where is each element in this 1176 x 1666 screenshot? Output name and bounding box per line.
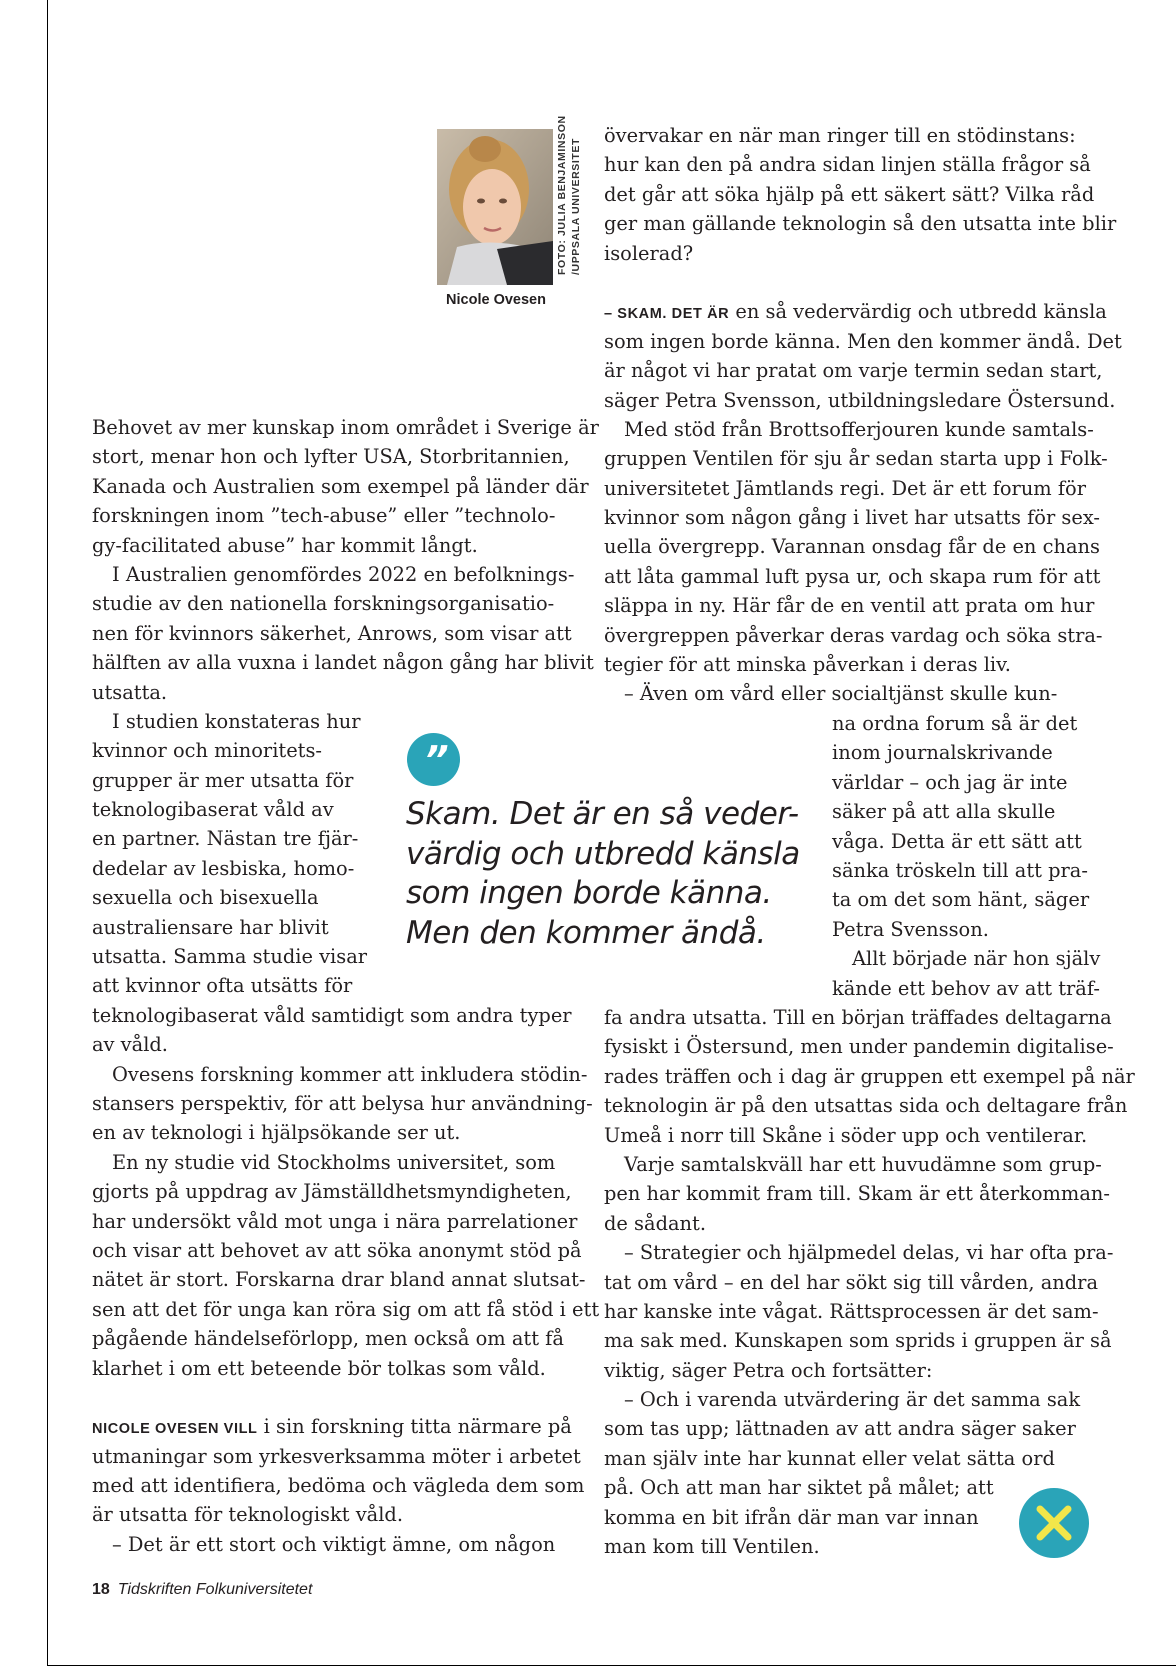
- body-line: forskningen inom ”tech-abuse” eller ”technolo-: [92, 504, 556, 528]
- right-column-top: [604, 121, 1122, 709]
- end-mark-x-icon: [1019, 1488, 1089, 1558]
- body-line: säker på att alla skulle: [832, 800, 1056, 824]
- body-line: stansers perspektiv, för att belysa hur användning-: [92, 1091, 593, 1115]
- body-line: övervakar en när man ringer till en stödinstans:: [604, 124, 1076, 147]
- body-line-rest: en så vedervärdig och utbredd känsla: [729, 300, 1107, 324]
- body-line: utsatta. Samma studie visar: [92, 945, 368, 969]
- body-line: sänka tröskeln till att pra-: [832, 858, 1088, 882]
- body-line: – Även om vård eller socialtjänst skulle kun-: [624, 682, 1058, 706]
- body-line: kände ett behov av att träf-: [832, 976, 1100, 1000]
- pull-quote: [406, 795, 806, 953]
- body-line: Kanada och Australien som exempel på länder där: [92, 474, 589, 498]
- body-line: ma sak med. Kunskapen som sprids i gruppen är så: [604, 1329, 1112, 1353]
- body-line: utsatta.: [92, 680, 168, 704]
- body-line: Allt började när hon själv: [852, 947, 1101, 971]
- page-footer: [92, 1581, 312, 1599]
- body-line: tat om vård – en del har sökt sig till vården, andra: [604, 1270, 1099, 1294]
- body-line: att kvinnor ofta utsätts för: [92, 974, 353, 998]
- right-column-wrap: [832, 709, 1100, 1003]
- body-line: hur kan den på andra sidan linjen ställa frågor så: [604, 153, 1091, 177]
- body-line-rest: i sin forskning titta närmare på: [257, 1415, 572, 1439]
- body-line: man kom till Ventilen.: [604, 1535, 820, 1559]
- body-line: dedelar av lesbiska, homo-: [92, 856, 355, 880]
- body-line: gjorts på uppdrag av Jämställdhetsmyndigheten,: [92, 1180, 572, 1204]
- body-line: av våld.: [92, 1033, 168, 1057]
- body-line: de sådant.: [604, 1211, 706, 1235]
- body-line: gy-facilitated abuse” har kommit långt.: [92, 533, 478, 557]
- body-line: utmaningar som yrkesverksamma möter i arbetet: [92, 1444, 581, 1468]
- body-line: är något vi har pratat om varje termin sedan start,: [604, 359, 1103, 383]
- body-line: och visar att behovet av att söka anonymt stöd på: [92, 1238, 582, 1262]
- photo-credit-line1: FOTO: JULIA BENJAMINSON: [556, 115, 568, 275]
- body-line: pågående händelseförlopp, men också om att få: [92, 1327, 564, 1351]
- body-line: det går att söka hjälp på ett säkert sätt? Vilka råd: [604, 182, 1095, 206]
- body-line: ger man gällande teknologin så den utsatta inte blir: [604, 212, 1117, 236]
- body-line: våga. Detta är ett sätt att: [832, 829, 1082, 853]
- body-line-spacer: [92, 1383, 599, 1412]
- body-line: inom journalskrivande: [832, 741, 1053, 765]
- body-line: I Australien genomfördes 2022 en befolknings-: [112, 562, 575, 586]
- body-line: grupper är mer utsatta för: [92, 768, 354, 792]
- body-line: universitetet Jämtlands regi. Det är ett forum för: [604, 476, 1086, 500]
- body-line: rades träffen och i dag är gruppen ett exempel på när: [604, 1064, 1135, 1088]
- body-line: har kanske inte vågat. Rättsprocessen är det sam-: [604, 1299, 1099, 1323]
- body-line: – Det är ett stort och viktigt ämne, om någon: [112, 1532, 556, 1556]
- body-line: australiensare har blivit: [92, 915, 329, 939]
- body-line: [604, 297, 1122, 326]
- body-line: fa andra utsatta. Till en början träffades deltagarna: [604, 1006, 1112, 1029]
- body-line: studie av den nationella forskningsorganisatio-: [92, 592, 555, 616]
- body-line: na ordna forum så är det: [832, 712, 1078, 735]
- body-line: teknologibaserat våld samtidigt som andra typer: [92, 1003, 572, 1027]
- body-line: man själv inte har kunnat eller velat sätta ord: [604, 1446, 1055, 1470]
- pull-quote-line: Men den kommer ändå.: [406, 914, 766, 951]
- magazine-name: Tidskriften Folkuniversitetet: [117, 1581, 313, 1598]
- body-line: en partner. Nästan tre fjär-: [92, 827, 359, 851]
- body-line: ta om det som hänt, säger: [832, 888, 1090, 912]
- right-column-bottom: [604, 1003, 1135, 1561]
- body-line: Ovesens forskning kommer att inkludera stödin-: [112, 1062, 588, 1086]
- body-line: – Strategier och hjälpmedel delas, vi har ofta pra-: [624, 1241, 1114, 1265]
- quote-mark-glyph: ”: [424, 738, 443, 782]
- section-lead: NICOLE OVESEN VILL: [92, 1421, 258, 1438]
- body-line: hälften av alla vuxna i landet någon gång har blivit: [92, 651, 594, 675]
- pull-quote-line: Skam. Det är en så veder-: [406, 796, 799, 832]
- body-line: fysiskt i Östersund, men under pandemin digitalise-: [604, 1035, 1114, 1059]
- body-line: nätet är stort. Forskarna drar bland annat slutsat-: [92, 1268, 586, 1292]
- body-line: gruppen Ventilen för sju år sedan starta upp i Folk-: [604, 447, 1108, 471]
- photo-caption: Nicole Ovesen: [446, 292, 546, 308]
- body-line: kvinnor som någon gång i livet har utsatts för sex-: [604, 506, 1100, 530]
- body-line: Umeå i norr till Skåne i söder upp och ventilerar.: [604, 1123, 1088, 1147]
- body-line: att låta gammal luft pysa ur, och skapa rum för att: [604, 564, 1101, 588]
- body-line: uella övergrepp. Varannan onsdag får de en chans: [604, 535, 1100, 559]
- body-line: kvinnor och minoritets-: [92, 739, 322, 763]
- section-lead: – SKAM. DET ÄR: [604, 306, 730, 323]
- body-line: – Och i varenda utvärdering är det samma sak: [624, 1388, 1081, 1412]
- body-line: Med stöd från Brottsofferjouren kunde samtals-: [624, 417, 1094, 441]
- left-column: [92, 413, 599, 1559]
- body-line: på. Och att man har siktet på målet; att: [604, 1476, 994, 1500]
- body-line: teknologin är på den utsattas sida och deltagare från: [604, 1094, 1128, 1118]
- body-line: nen för kvinnors säkerhet, Anrows, som visar att: [92, 621, 572, 645]
- body-line-spacer: [604, 268, 1122, 297]
- portrait-photo: [437, 129, 553, 285]
- page-number: 18: [92, 1581, 110, 1598]
- body-line: Behovet av mer kunskap inom området i Sverige är: [92, 416, 599, 439]
- body-line: säger Petra Svensson, utbildningsledare Östersund.: [604, 388, 1116, 412]
- body-line: tegier för att minska påverkan i deras liv.: [604, 653, 1011, 677]
- body-line: världar – och jag är inte: [832, 770, 1068, 794]
- body-line: släppa in ny. Här får de en ventil att prata om hur: [604, 594, 1095, 618]
- body-line: en av teknologi i hjälpsökande ser ut.: [92, 1121, 461, 1145]
- body-line: Petra Svensson.: [832, 917, 989, 941]
- page-left-border: [47, 0, 48, 1666]
- pull-quote-line: värdig och utbredd känsla: [406, 835, 800, 872]
- body-line: [92, 1412, 599, 1441]
- body-line: som ingen borde känna. Men den kommer ändå. Det: [604, 329, 1122, 353]
- body-line: sen att det för unga kan röra sig om att få stöd i ett: [92, 1297, 600, 1321]
- body-line: I studien konstateras hur: [112, 709, 361, 733]
- quote-mark-icon: [407, 733, 460, 786]
- body-line: pen har kommit fram till. Skam är ett återkomman-: [604, 1182, 1110, 1206]
- body-line: är utsatta för teknologiskt våld.: [92, 1503, 403, 1527]
- body-line: med att identifiera, bedöma och vägleda dem som: [92, 1474, 585, 1498]
- body-line: komma en bit ifrån där man var innan: [604, 1505, 979, 1529]
- body-line: stort, menar hon och lyfter USA, Storbritannien,: [92, 445, 570, 469]
- body-line: som tas upp; lättnaden av att andra säger saker: [604, 1417, 1076, 1441]
- body-line: övergreppen påverkar deras vardag och söka stra-: [604, 623, 1103, 647]
- body-line: klarhet i om ett beteende bör tolkas som våld.: [92, 1356, 546, 1380]
- body-line: En ny studie vid Stockholms universitet, som: [112, 1150, 556, 1174]
- body-line: viktig, säger Petra och fortsätter:: [604, 1358, 933, 1382]
- body-line: sexuella och bisexuella: [92, 886, 319, 910]
- body-line: Varje samtalskväll har ett huvudämne som grup-: [624, 1152, 1102, 1176]
- body-line: isolerad?: [604, 241, 694, 265]
- photo-credit: [555, 115, 589, 275]
- photo-credit-line2: /UPPSALA UNIVERSITET: [570, 137, 582, 275]
- pull-quote-line: som ingen borde känna.: [406, 875, 772, 911]
- body-line: teknologibaserat våld av: [92, 798, 334, 822]
- body-line: har undersökt våld mot unga i nära parrelationer: [92, 1209, 578, 1233]
